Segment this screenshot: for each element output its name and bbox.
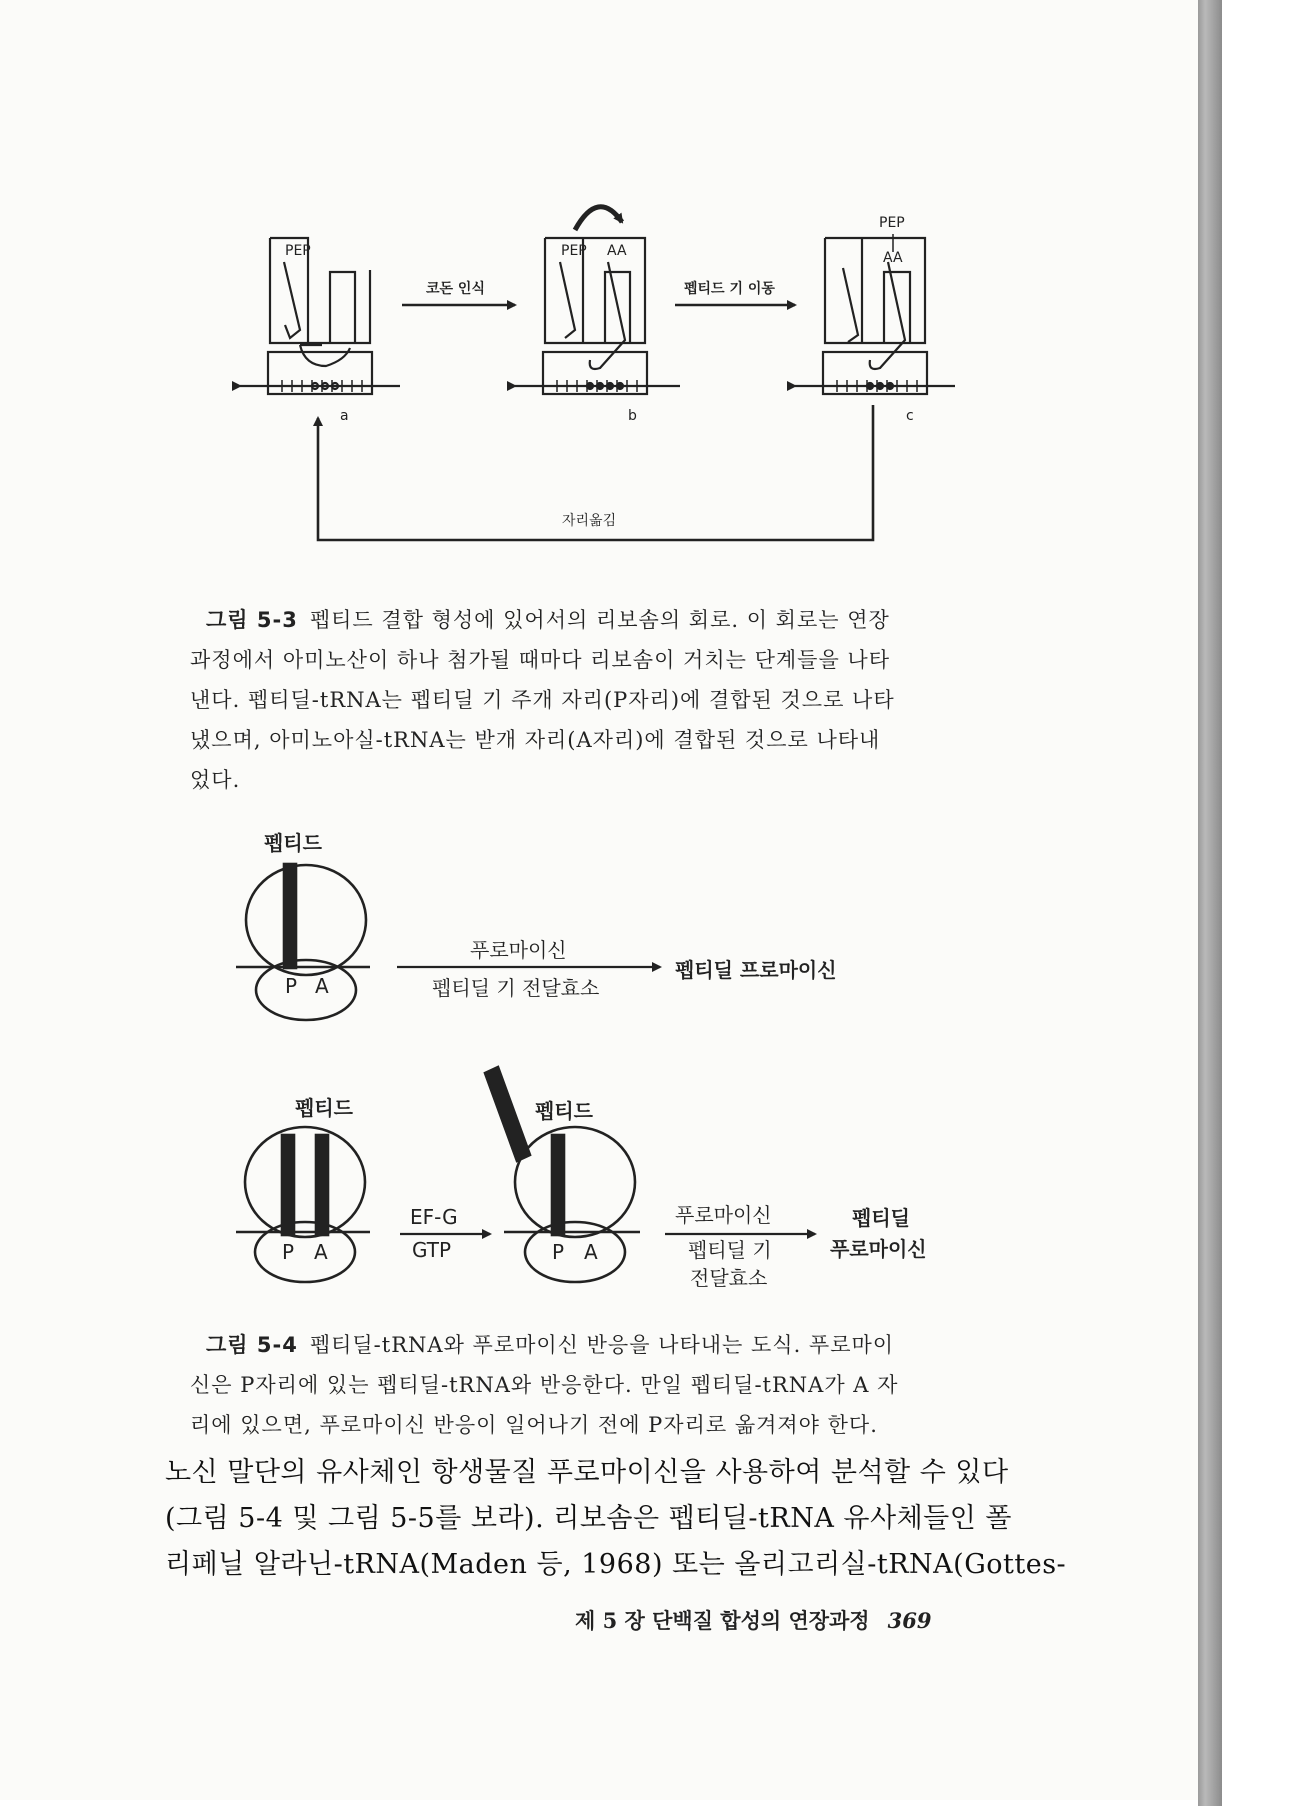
page-footer: [575, 1605, 931, 1635]
body-line2: (그림 5-4 및 그림 5-5를 보라). 리보솜은 펩티딜-tRNA 유사체들인 폴: [165, 1503, 1012, 1534]
panel-c-aa-label: AA: [883, 250, 903, 266]
product-label-bottom-1: 펩티딜: [852, 1206, 910, 1230]
chapter-title: 제 5 장 단백질 합성의 연장과정: [575, 1608, 870, 1633]
caption-5-4-line2: 신은 P자리에 있는 펩티딜-tRNA와 반응한다. 만일 펩티딜-tRNA가 A 자: [190, 1373, 899, 1397]
codon-recognition-label: 코돈 인식: [426, 281, 485, 297]
body-text: [165, 1450, 1066, 1588]
ribosome-panel-c: [795, 234, 955, 394]
efg-label: EF-G: [410, 1205, 458, 1229]
body-line1: 노신 말단의 유사체인 항생물질 푸로마이신을 사용하여 분석할 수 있다: [165, 1457, 1009, 1488]
panel-a-pep-label: PEP: [285, 243, 311, 259]
caption-5-3-line5: 었다.: [190, 768, 241, 792]
transferase-label-bottom-1: 펩티딜 기: [688, 1238, 772, 1262]
site-a-left: A: [314, 1240, 328, 1264]
site-a-right: A: [584, 1240, 598, 1264]
caption-figure-5-4: [190, 1325, 1020, 1445]
caption-5-3-label: 그림 5-3: [206, 608, 298, 632]
caption-5-4-line3: 리에 있으면, 푸로마이신 반응이 일어나기 전에 P자리로 옮겨져야 한다.: [190, 1413, 878, 1437]
product-label-top: 펩티딜 프로마이신: [675, 958, 837, 982]
caption-figure-5-3: [190, 600, 1020, 800]
panel-a-letter: a: [340, 408, 349, 424]
peptide-label-top: 펩티드: [264, 831, 322, 855]
panel-b-letter: b: [628, 408, 637, 424]
caption-5-3-line1: 펩티드 결합 형성에 있어서의 리보솜의 회로. 이 회로는 연장: [309, 608, 890, 632]
site-a-top: A: [315, 974, 329, 998]
page-number: 369: [887, 1608, 932, 1633]
transferase-label-top: 펩티딜 기 전달효소: [432, 976, 600, 1000]
product-label-bottom-2: 푸로마이신: [830, 1237, 927, 1261]
caption-5-3-line2: 과정에서 아미노산이 하나 첨가될 때마다 리보솜이 거치는 단계들을 나타: [190, 648, 890, 672]
peptide-transfer-label: 펩티드 기 이동: [684, 281, 775, 297]
panel-c-letter: c: [906, 408, 914, 424]
caption-5-4-line1: 펩티딜-tRNA와 푸로마이신 반응을 나타내는 도식. 푸로마이: [309, 1333, 895, 1357]
peptide-label-left: 펩티드: [295, 1096, 353, 1120]
puromycin-label-top: 푸로마이신: [470, 938, 567, 962]
site-p-left: P: [282, 1240, 295, 1264]
site-p-top: P: [285, 974, 298, 998]
ribosome-panel-a: [240, 238, 400, 394]
caption-5-3-line4: 냈으며, 아미노아실-tRNA는 받개 자리(A자리)에 결합된 것으로 나타내: [190, 728, 881, 752]
transferase-label-bottom-2: 전달효소: [690, 1266, 768, 1290]
translocation-label: 자리옮김: [562, 513, 617, 529]
site-p-right: P: [552, 1240, 565, 1264]
caption-5-4-label: 그림 5-4: [206, 1333, 298, 1357]
panel-c-pep-label: PEP: [879, 215, 905, 231]
body-line3: 리페닐 알라닌-tRNA(Maden 등, 1968) 또는 올리고리실-tRNA(Gottes-: [165, 1549, 1067, 1580]
ribosome-panel-b: [515, 207, 680, 394]
puromycin-label-bottom: 푸로마이신: [675, 1203, 772, 1227]
peptide-label-right: 펩티드: [535, 1099, 593, 1123]
panel-b-pep-label: PEP: [561, 243, 587, 259]
caption-5-3-line3: 낸다. 펩티딜-tRNA는 펩티딜 기 주개 자리(P자리)에 결합된 것으로 나타: [190, 688, 895, 712]
figure-5-3: [240, 207, 955, 540]
gtp-label: GTP: [412, 1238, 452, 1262]
panel-b-aa-label: AA: [607, 243, 627, 259]
